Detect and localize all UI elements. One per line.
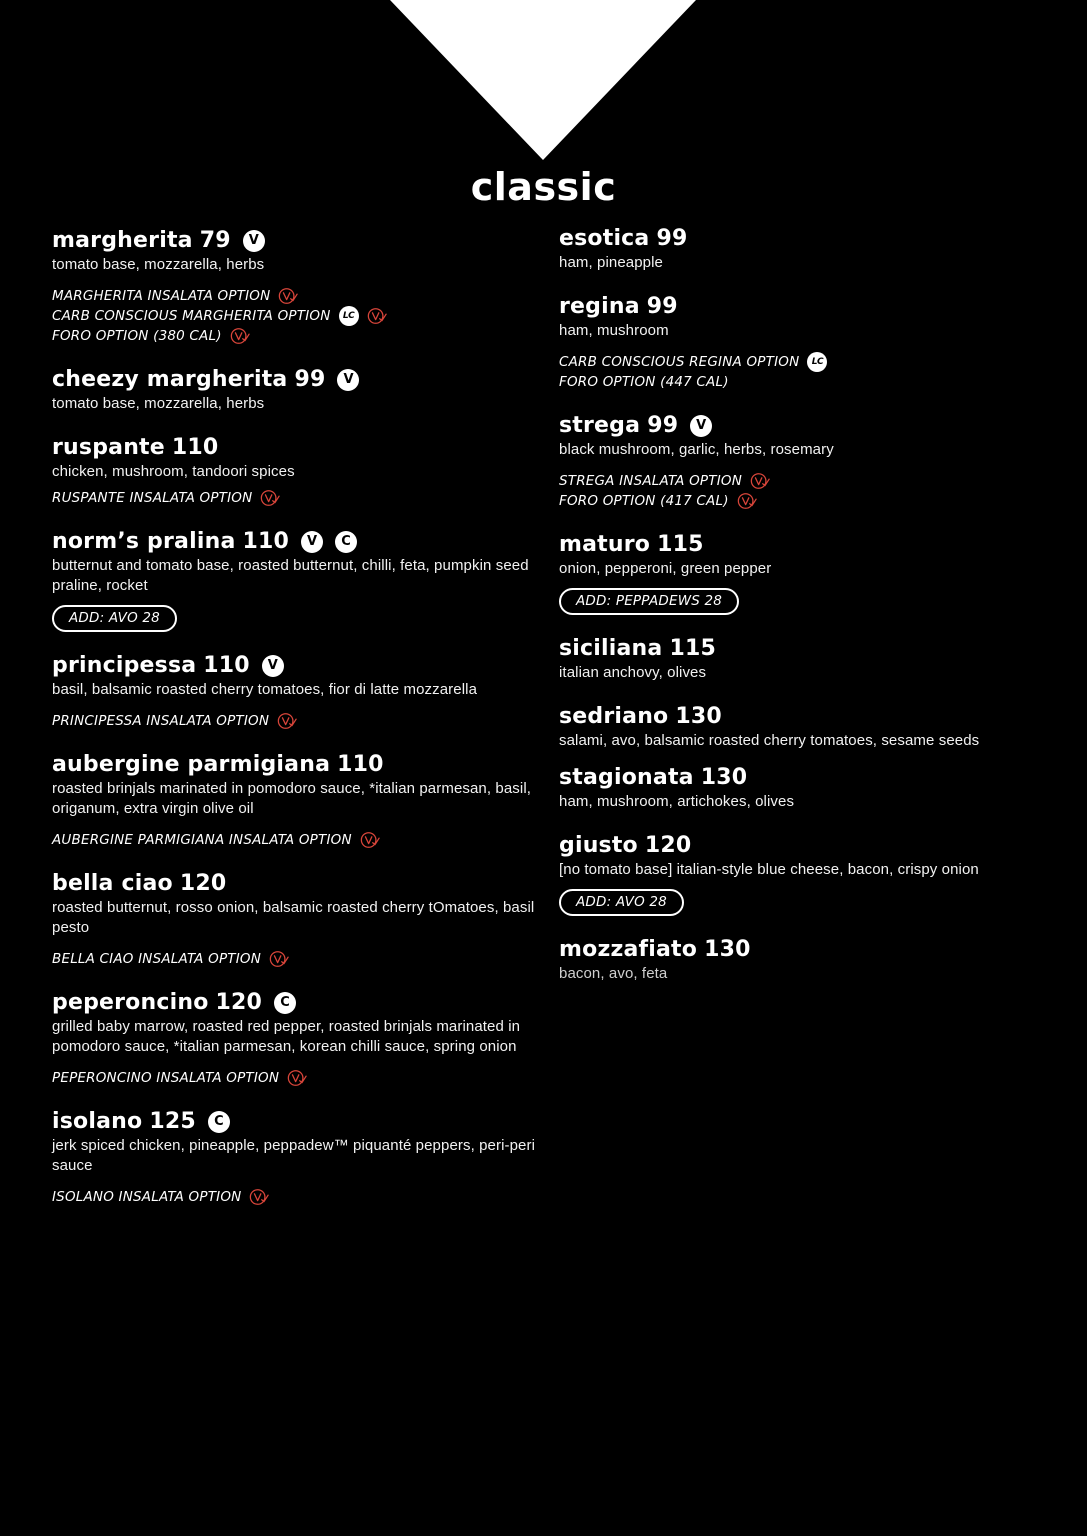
add-on-pill: ADD: AVO 28 [559,889,684,916]
menu-item-options [52,1068,542,1088]
menu-item-price: 130 [675,704,722,729]
menu-item-price: 130 [704,937,751,962]
menu-column-left [52,226,542,1226]
menu-option [52,1187,542,1207]
menu-item-name: stagionata [559,765,694,790]
menu-item-price: 79 [199,228,231,253]
menu-item-price: 110 [242,529,290,554]
menu-item-options [52,711,542,731]
menu-item-header [559,530,1059,559]
menu-item-header [52,869,542,898]
insalata-option-icon [737,491,757,511]
menu-item [559,831,1059,916]
menu-item [52,1107,542,1207]
chilli-badge-icon: C [335,531,357,553]
menu-option-label: FORO OPTION (380 CAL) [52,328,222,344]
add-on-pill: ADD: AVO 28 [52,605,177,632]
menu-item [559,292,1059,392]
menu-item-header [559,634,1059,663]
menu-item-description: jerk spiced chicken, pineapple, peppadew™ piquanté peppers, peri-peri sauce [52,1137,536,1174]
menu-option [52,286,542,306]
menu-option [52,949,542,969]
menu-option [52,830,542,850]
menu-item-header [52,988,542,1017]
menu-item-name: giusto [559,833,638,858]
menu-item [52,365,542,414]
menu-option-label: FORO OPTION (417 CAL) [559,493,729,509]
menu-option [52,1068,542,1088]
menu-item-name: isolano [52,1109,143,1134]
menu-item-description: ham, mushroom [559,322,669,339]
low-carb-badge-icon: LC [807,352,827,372]
menu-item-description: salami, avo, balsamic roasted cherry tomatoes, sesame seeds [559,732,980,749]
menu-item-name: maturo [559,532,651,557]
menu-item [559,702,1059,751]
menu-option-label: ISOLANO INSALATA OPTION [52,1189,242,1205]
menu-item [559,634,1059,683]
menu-option-label: FORO OPTION (447 CAL) [559,374,729,390]
menu-item-header [52,651,542,680]
menu-item-name: mozzafiato [559,937,698,962]
insalata-option-icon [230,326,250,346]
menu-item-options [52,1187,542,1207]
menu-option [559,372,1059,392]
menu-item-price: 120 [644,833,692,858]
menu-item-header [559,411,1059,440]
menu-item-header [559,292,1059,321]
vegetarian-badge-icon: V [301,531,323,553]
menu-item-price: 110 [203,653,250,678]
menu-item-header [559,763,1059,792]
vegetarian-badge-icon: V [337,369,359,391]
menu-item-description: italian anchovy, olives [559,664,707,681]
insalata-option-icon [278,286,298,306]
menu-option [52,326,542,346]
menu-item [52,527,542,632]
insalata-option-icon [269,949,289,969]
menu-item-name: principessa [52,653,197,678]
menu-item-description: [no tomato base] italian-style blue cheese, bacon, crispy onion [559,861,979,878]
menu-item-header [52,750,542,779]
menu-option-label: BELLA CIAO INSALATA OPTION [52,951,262,967]
menu-item-price: 130 [700,765,748,790]
menu-item-options [559,352,1059,392]
menu-option [559,471,1059,491]
insalata-option-icon [277,711,297,731]
chilli-badge-icon: C [208,1111,230,1133]
menu-item-name: peperoncino [52,990,209,1015]
menu-item-header [559,831,1059,860]
menu-option [559,352,1059,372]
menu-item [559,530,1059,615]
menu-item-header [52,433,542,462]
menu-option-label: CARB CONSCIOUS MARGHERITA OPTION [52,308,331,324]
menu-item-description: bacon, avo, feta [559,965,668,982]
menu-item-description: chicken, mushroom, tandoori spices [52,463,295,480]
menu-item-price: 120 [215,990,263,1015]
menu-item-header [52,1107,542,1136]
menu-option [559,491,1059,511]
menu-option-label: CARB CONSCIOUS REGINA OPTION [559,354,800,370]
menu-item-description: butternut and tomato base, roasted butternut, chilli, feta, pumpkin seed praline, rocket [52,557,529,594]
menu-item-description: onion, pepperoni, green pepper [559,560,772,577]
menu-item [559,763,1059,812]
insalata-option-icon [367,306,387,326]
menu-item-header [52,365,542,394]
menu-item-price: 115 [669,636,716,661]
menu-item-header [52,226,542,255]
menu-option-label: STREGA INSALATA OPTION [559,473,743,489]
menu-option-label: RUSPANTE INSALATA OPTION [52,490,253,506]
menu-item-price: 99 [656,226,688,251]
insalata-option-icon [750,471,770,491]
menu-item-name: norm’s pralina [52,529,236,554]
menu-item [52,988,542,1088]
header-triangle [390,0,696,160]
menu-item-price: 110 [171,435,219,460]
menu-item-price: 120 [179,871,227,896]
menu-item-name: sedriano [559,704,669,729]
menu-item-name: bella ciao [52,871,173,896]
menu-option [52,306,542,326]
menu-item [559,411,1059,511]
menu-item-description: basil, balsamic roasted cherry tomatoes, fior di latte mozzarella [52,681,478,698]
menu-option-label: PEPERONCINO INSALATA OPTION [52,1070,280,1086]
menu-column-right [559,224,1059,1003]
vegetarian-badge-icon: V [690,415,712,437]
insalata-option-icon [360,830,380,850]
menu-item-name: esotica [559,226,650,251]
menu-option-label: AUBERGINE PARMIGIANA INSALATA OPTION [52,832,352,848]
add-on-pill: ADD: PEPPADEWS 28 [559,588,739,615]
menu-item-description: ham, pineapple [559,254,663,271]
menu-item-name: aubergine parmigiana [52,752,331,777]
menu-item-name: siciliana [559,636,663,661]
section-title: classic [470,165,617,209]
vegetarian-badge-icon: V [262,655,284,677]
menu-item-name: cheezy margherita [52,367,288,392]
menu-item-header [559,935,1059,964]
menu-item [52,433,542,508]
menu-item [52,869,542,969]
menu-item-name: margherita [52,228,193,253]
menu-item-price: 115 [657,532,704,557]
menu-item-description: roasted butternut, rosso onion, balsamic roasted cherry tOmatoes, basil pesto [52,899,535,936]
insalata-option-icon [249,1187,269,1207]
menu-item [559,935,1059,984]
insalata-option-icon [287,1068,307,1088]
menu-item [52,651,542,731]
low-carb-badge-icon: LC [339,306,359,326]
menu-item-options [52,286,542,346]
menu-item-options [52,488,542,508]
menu-item [52,226,542,346]
menu-item-header [559,702,1059,731]
menu-item-price: 125 [149,1109,196,1134]
menu-item-name: strega [559,413,641,438]
menu-item-name: regina [559,294,640,319]
menu-item-description: black mushroom, garlic, herbs, rosemary [559,441,834,458]
menu-item-description: tomato base, mozzarella, herbs [52,395,265,412]
menu-item-header [52,527,542,556]
vegetarian-badge-icon: V [243,230,265,252]
menu-item [559,224,1059,273]
menu-item [52,750,542,850]
menu-option [52,711,542,731]
menu-option-label: MARGHERITA INSALATA OPTION [52,288,271,304]
menu-option [52,488,542,508]
menu-item-name: ruspante [52,435,165,460]
menu-item-description: grilled baby marrow, roasted red pepper, roasted brinjals marinated in pomodoro sauce, *italian parmesan, korean chilli sauce, spring onion [52,1018,521,1055]
insalata-option-icon [260,488,280,508]
menu-item-price: 99 [646,294,678,319]
menu-item-description: ham, mushroom, artichokes, olives [559,793,795,810]
chilli-badge-icon: C [274,992,296,1014]
menu-item-price: 99 [294,367,326,392]
menu-item-options [559,471,1059,511]
menu-item-options [52,949,542,969]
menu-item-header [559,224,1059,253]
menu-item-price: 99 [647,413,679,438]
menu-item-description: tomato base, mozzarella, herbs [52,256,265,273]
menu-option-label: PRINCIPESSA INSALATA OPTION [52,713,270,729]
menu-item-price: 110 [337,752,384,777]
menu-item-description: roasted brinjals marinated in pomodoro sauce, *italian parmesan, basil, origanum, extra virgin olive oil [52,780,532,817]
menu-item-options [52,830,542,850]
